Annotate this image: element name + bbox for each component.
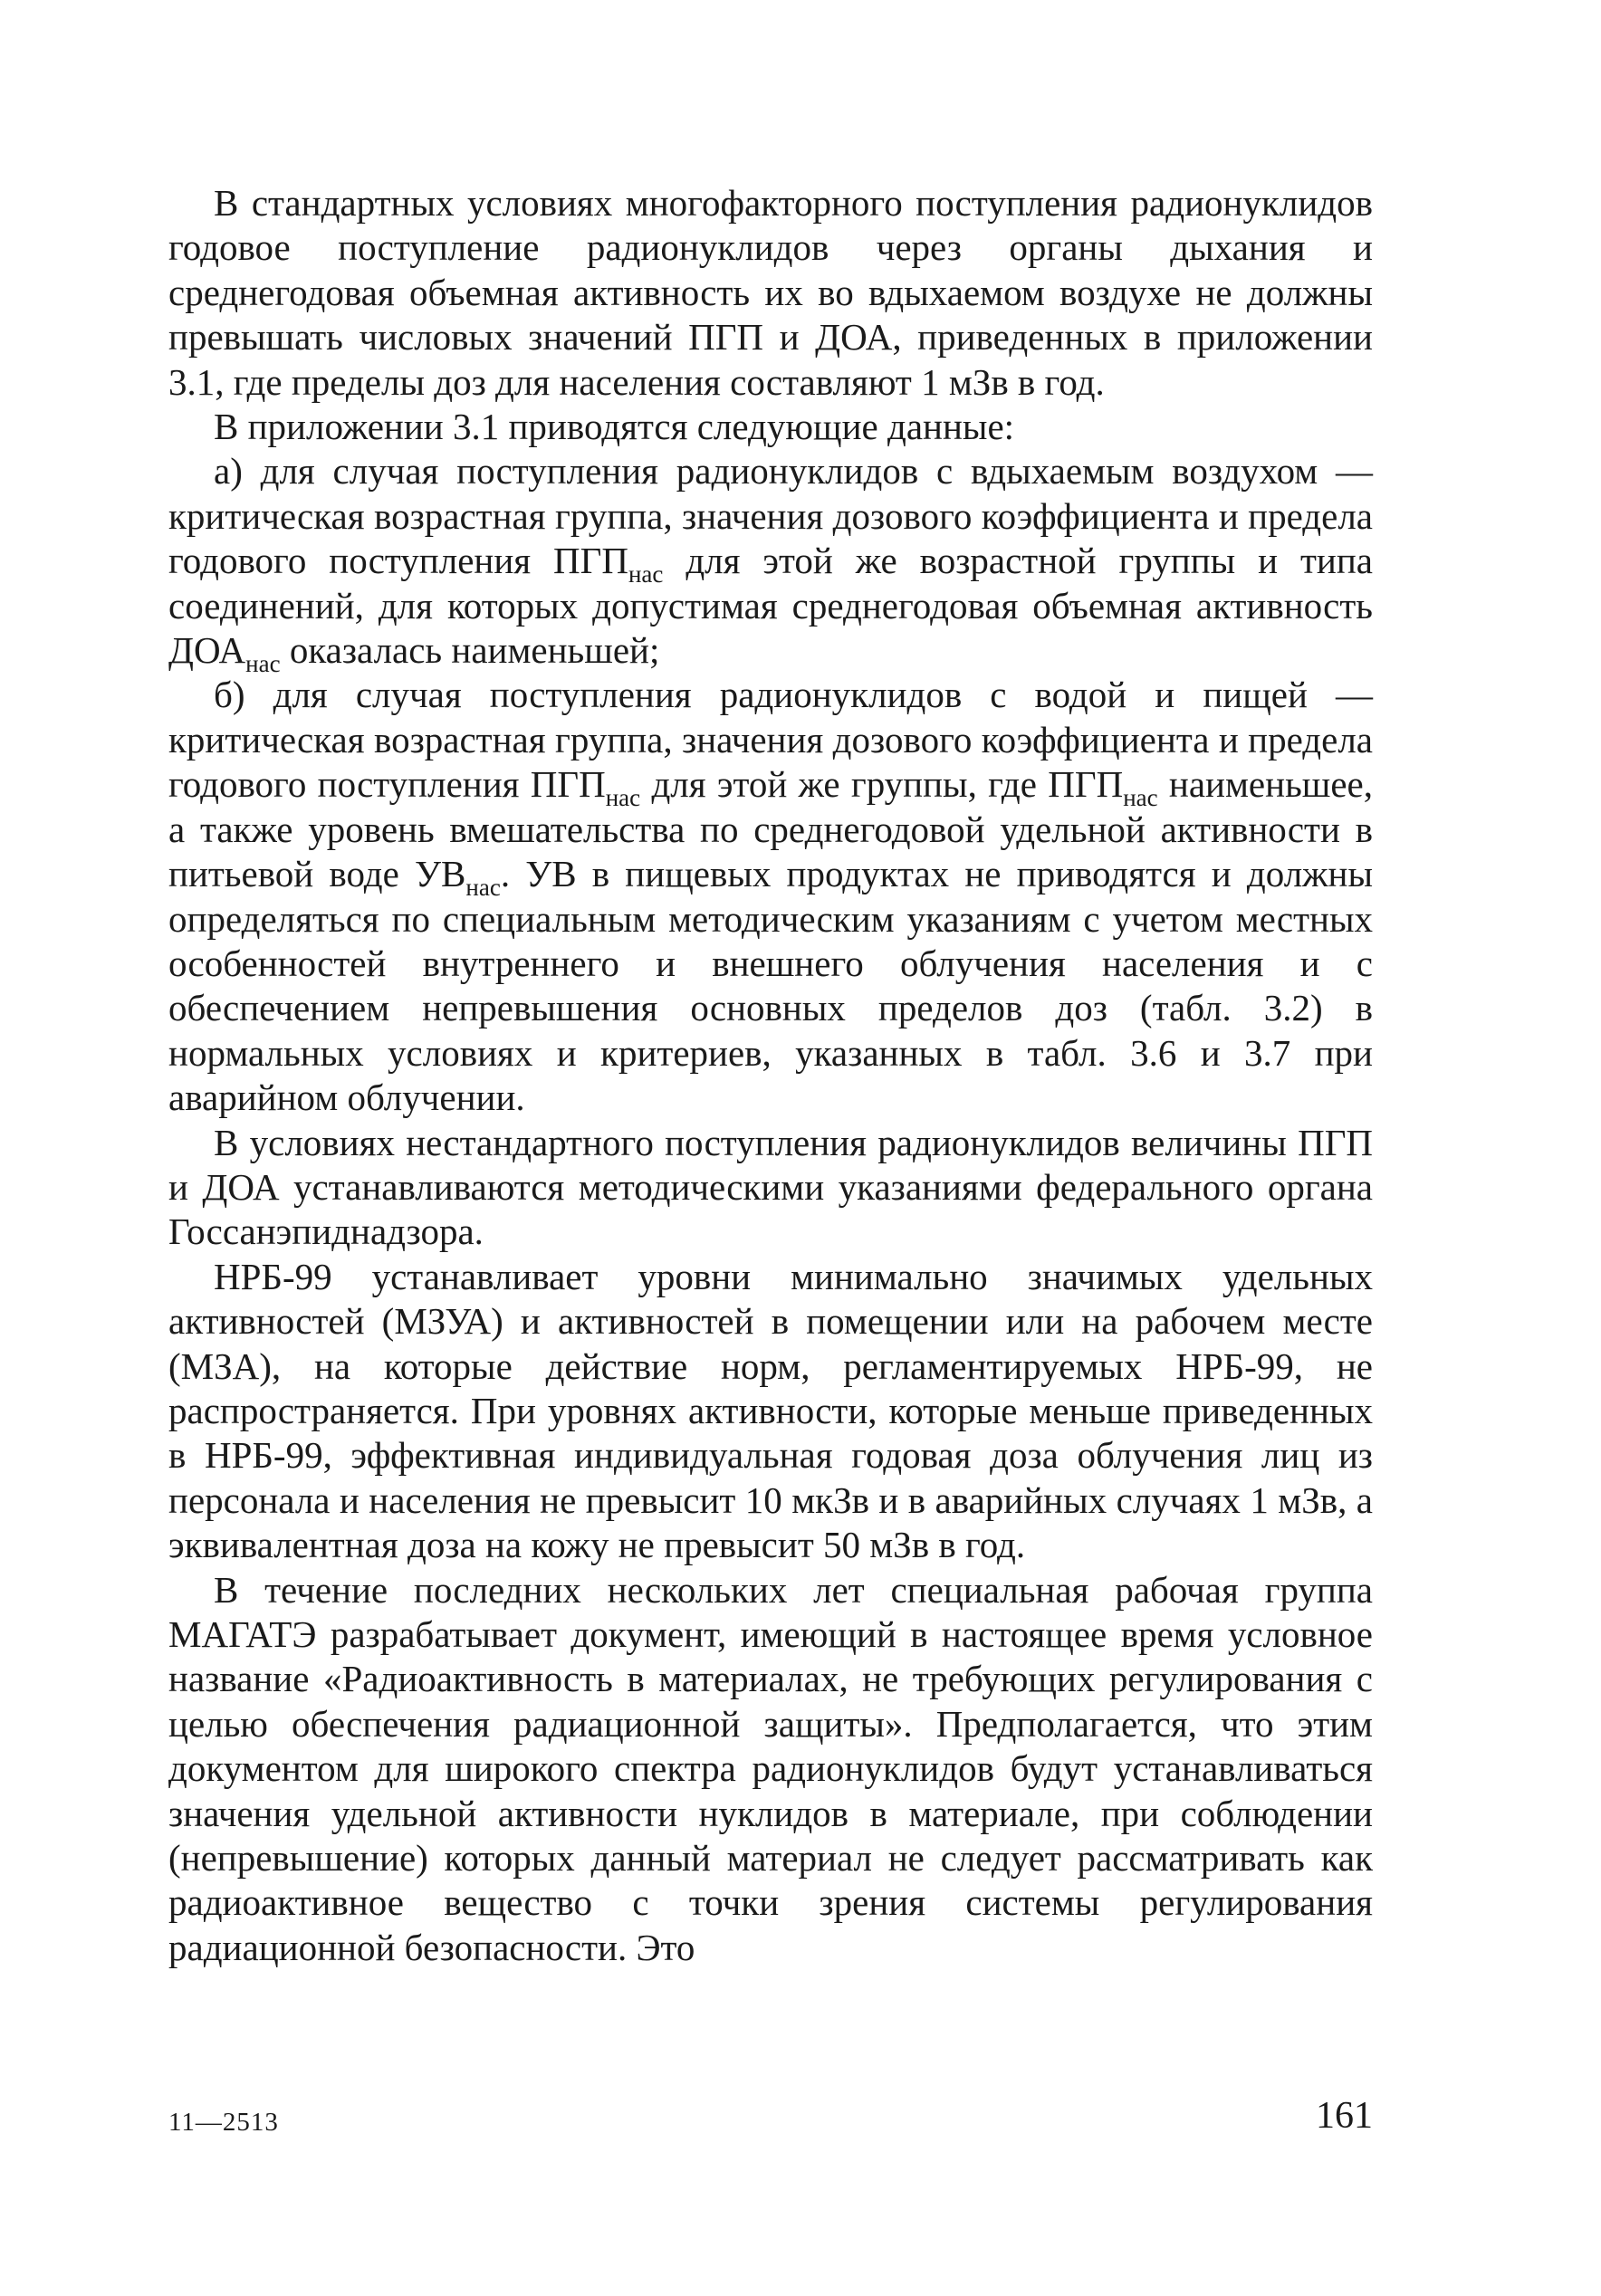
- paragraph: [168, 449, 1373, 678]
- subscript-text: нас: [1123, 784, 1158, 812]
- body-text: [168, 181, 1373, 1970]
- printer-signature: 11—2513: [168, 2108, 279, 2137]
- subscript-text: нас: [465, 874, 501, 902]
- page-number: 161: [1316, 2095, 1373, 2137]
- paragraph: [168, 1568, 1373, 1971]
- text-run: оказалась наименьшей;: [280, 629, 660, 672]
- text-run: НРБ-99 устанавливает уровни минимально значимых удельных активностей (МЗУА) и активностей в помещении или на рабочем месте (МЗА), на которые действие норм, регламентируемых НРБ-99, не распространяется. При уровнях активности, которые меньше приведенных в НРБ-99, эффективная индивидуальная годовая доза облучения лиц из персонала и населения не превысит 10 мкЗв и в аварийных случаях 1 мЗв, а эквивалентная доза на кожу не превысит 50 мЗв в год.: [168, 1255, 1373, 1566]
- text-run: В условиях нестандартного поступления радионуклидов величины ПГП и ДОА устанавливаются методическими указаниями федерального органа Госсанэпиднадзора.: [168, 1121, 1373, 1253]
- subscript-text: нас: [605, 784, 641, 812]
- paragraph: [168, 1121, 1373, 1255]
- text-run: В течение последних нескольких лет специальная рабочая группа МАГАТЭ разрабатывает документ, имеющий в настоящее время условное название «Радиоактивность в материалах, не требующих регулирования с целью обеспечения радиационной защиты». Предполагается, что этим документом для широкого спектра радионуклидов будут устанавливаться значения удельной активности нуклидов в материале, при соблюдении (непревышение) которых данный материал не следует рассматривать как радиоактивное вещество с точки зрения системы регулирования радиационной безопасности. Это: [168, 1568, 1373, 1968]
- text-run: В стандартных условиях многофакторного поступления радионуклидов годовое поступление радионуклидов через органы дыхания и среднегодовая объемная активность их во вдыхаемом воздухе не должны превышать числовых значений ПГП и ДОА, приведенных в приложении 3.1, где пределы доз для населения составляют 1 мЗв в год.: [168, 182, 1373, 403]
- paragraph: [168, 673, 1373, 1120]
- paragraph: [168, 405, 1373, 449]
- paragraph: [168, 181, 1373, 405]
- text-run: б) для случая поступления радионуклидов с водой и пищей — критическая возрастная группа, значения дозового коэффициента и предела годового поступления ПГП: [168, 674, 1373, 806]
- subscript-text: нас: [628, 560, 664, 588]
- text-run: для этой же группы, где ПГП: [640, 763, 1124, 806]
- text-run: для этой же возрастной группы и типа соединений, для которых допустимая среднегодовая объемная активность ДОА: [168, 540, 1373, 672]
- subscript-text: нас: [245, 650, 281, 678]
- text-run: а) для случая поступления радионуклидов с вдыхаемым воздухом — критическая возрастная группа, значения дозового коэффициента и предела годового поступления ПГП: [168, 450, 1373, 582]
- text-run: . УВ в пищевых продуктах не приводятся и должны определяться по специальным методическим указаниям с учетом местных особенностей внутреннего и внешнего облучения населения и с обеспечением непревышения основных пределов доз (табл. 3.2) в нормальных условиях и критериев, указанных в табл. 3.6 и 3.7 при аварийном облучении.: [168, 853, 1373, 1119]
- paragraph: [168, 1255, 1373, 1568]
- text-run: наименьшее, а также уровень вмешательства по среднегодовой удельной активности в питьевой воде УВ: [168, 763, 1373, 895]
- text-run: В приложении 3.1 приводятся следующие данные:: [214, 406, 1015, 448]
